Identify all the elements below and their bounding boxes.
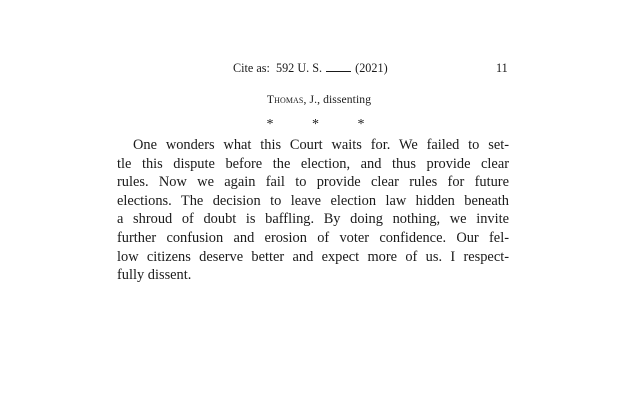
running-head [0,61,638,77]
paragraph-line: One wonders what this Court waits for. We failed to set- [133,137,509,153]
citation [233,61,388,76]
paragraph-line: a shroud of doubt is baffling. By doing nothing, we invite [117,211,509,228]
citation-blank-page [326,61,351,72]
asterisk: * [266,117,274,132]
paragraph-line: tle this dispute before the election, and thus provide clear [117,155,509,172]
page-number: 11 [496,61,508,75]
section-break [263,117,368,133]
citation-prefix: Cite as: 592 U. S. [233,61,326,75]
author-name: Thomas [266,93,304,106]
asterisk: * [312,117,319,132]
opinion-heading [0,93,638,106]
paragraph-line: elections. The decision to leave election law hidden beneath [117,192,509,209]
opinion-type: , J., dissenting [303,93,372,106]
paragraph-line: fully dissent. [117,267,192,284]
paragraph-line: low citizens deserve better and expect more of us. I respect- [117,248,509,265]
dissent-paragraph [117,136,509,285]
paragraph-line: further confusion and erosion of voter confidence. Our fel- [117,229,509,246]
citation-year: (2021) [352,61,388,75]
asterisk: * [357,117,365,132]
paragraph-line: rules. Now we again fail to provide clear rules for future [117,174,509,191]
